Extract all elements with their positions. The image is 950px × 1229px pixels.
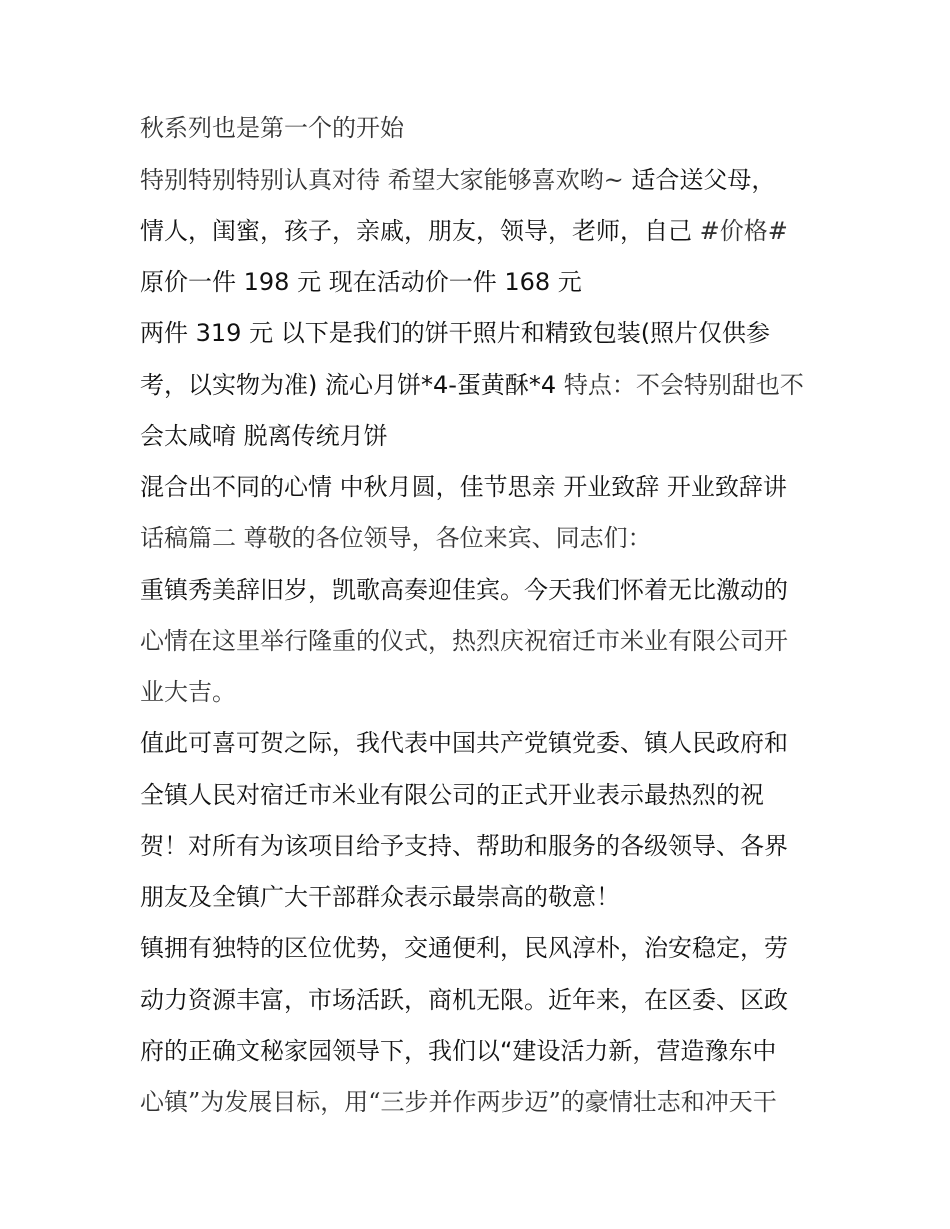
text-line-7 <box>140 416 820 456</box>
text-line-8 <box>140 467 820 507</box>
text-line-12 <box>140 672 820 712</box>
text-line-6 <box>140 365 820 405</box>
text-segment: 全镇人民对宿迁市米业有限公司的正式开业表示最热烈的祝 <box>140 781 764 809</box>
text-line-20 <box>140 1082 820 1122</box>
text-line-9 <box>140 518 820 558</box>
text-segment: 适合送父母， <box>631 166 776 194</box>
text-segment: 心镇”为发展目标，用“三步并作两步迈”的豪情壮志和冲天干 <box>140 1088 777 1116</box>
text-segment: 特点：不会特别甜也不 <box>563 371 804 399</box>
text-segment: 心情在这里举行隆重的仪式，热烈庆祝宿迁市米业有限公司开 <box>140 627 788 655</box>
text-line-1 <box>140 108 820 148</box>
text-segment: 重镇秀美辞旧岁，凯歌高奏迎佳宾。今天我们怀着无比激动的 <box>140 576 788 604</box>
text-segment: 镇拥有独特的区位优势，交通便利，民风淳朴，治安稳定，劳 <box>140 934 788 962</box>
text-line-18 <box>140 980 820 1020</box>
text-line-13 <box>140 723 820 763</box>
text-segment: 贺！对所有为该项目给予支持、帮助和服务的各级领导、各界 <box>140 832 788 860</box>
text-line-14 <box>140 775 820 815</box>
text-line-15 <box>140 826 820 866</box>
text-line-3 <box>140 211 820 251</box>
text-segment: 两件 319 元 以下是我们的饼干照片和精致包装(照片仅供参 <box>140 319 771 347</box>
text-segment: 情人，闺蜜，孩子，亲戚，朋友，领导，老师，自己 <box>140 217 700 245</box>
text-line-5 <box>140 313 820 353</box>
text-segment: 值此可喜可贺之际，我代表中国共产党镇党委、镇人民政府和 <box>140 729 788 757</box>
text-line-4 <box>140 262 820 302</box>
text-line-19 <box>140 1031 820 1071</box>
text-segment: 朋友及全镇广大干部群众表示最崇高的敬意！ <box>140 883 620 911</box>
text-segment: 会太咸唷 脱离传统月饼 <box>140 422 388 450</box>
text-line-2 <box>140 160 820 200</box>
text-segment: 话稿篇二 尊敬的各位领导，各位来宾、同志们： <box>140 524 652 552</box>
text-line-10 <box>140 570 820 610</box>
text-segment: 府的正确文秘家园领导下，我们以“建设活力新，营造豫东中 <box>140 1037 777 1065</box>
text-segment: 原价一件 198 元 现在活动价一件 168 元 <box>140 268 582 296</box>
text-segment: #价格# <box>699 217 788 245</box>
text-segment: 业大吉。 <box>140 678 236 706</box>
text-segment: 秋系列也是第一个的开始 <box>140 114 404 142</box>
text-line-16 <box>140 877 820 917</box>
text-segment: 特别特别特别认真对待 希望大家能够喜欢哟~ <box>140 166 632 194</box>
text-segment: 动力资源丰富，市场活跃，商机无限。近年来，在区委、区政 <box>140 986 788 1014</box>
text-line-11 <box>140 621 820 661</box>
text-segment: 混合出不同的心情 中秋月圆，佳节思亲 开业致辞 开业致辞讲 <box>140 473 787 501</box>
text-segment: 考，以实物为准) 流心月饼*4-蛋黄酥*4 <box>140 371 564 399</box>
text-line-17 <box>140 928 820 968</box>
